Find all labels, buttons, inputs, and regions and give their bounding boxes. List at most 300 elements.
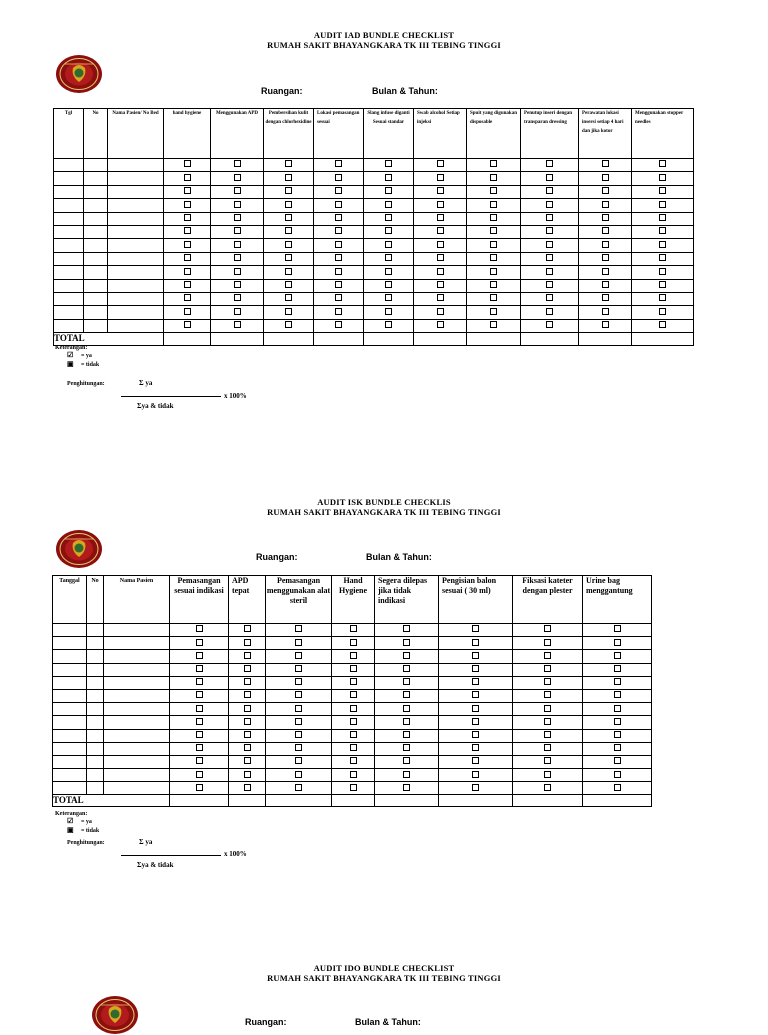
checkbox-cell[interactable] xyxy=(375,624,439,637)
checkbox-icon[interactable] xyxy=(403,705,410,712)
checkbox-icon[interactable] xyxy=(335,254,342,261)
empty-cell[interactable] xyxy=(54,212,84,225)
empty-cell[interactable] xyxy=(54,159,84,172)
checkbox-icon[interactable] xyxy=(602,227,609,234)
checkbox-cell[interactable] xyxy=(211,292,264,305)
checkbox-icon[interactable] xyxy=(437,201,444,208)
checkbox-cell[interactable] xyxy=(513,703,583,716)
checkbox-cell[interactable] xyxy=(314,185,364,198)
checkbox-icon[interactable] xyxy=(184,187,191,194)
checkbox-icon[interactable] xyxy=(602,268,609,275)
empty-cell[interactable] xyxy=(53,663,87,676)
checkbox-icon[interactable] xyxy=(437,214,444,221)
checkbox-icon[interactable] xyxy=(295,718,302,725)
checkbox-icon[interactable] xyxy=(244,652,251,659)
checkbox-cell[interactable] xyxy=(579,212,632,225)
checkbox-icon[interactable] xyxy=(285,268,292,275)
checkbox-icon[interactable] xyxy=(490,321,497,328)
checkbox-cell[interactable] xyxy=(583,755,652,768)
checkbox-icon[interactable] xyxy=(234,201,241,208)
checkbox-icon[interactable] xyxy=(659,201,666,208)
empty-cell[interactable] xyxy=(104,689,170,702)
checkbox-icon[interactable] xyxy=(437,268,444,275)
checkbox-icon[interactable] xyxy=(544,625,551,632)
empty-cell[interactable] xyxy=(87,689,104,702)
checkbox-cell[interactable] xyxy=(632,279,694,292)
checkbox-cell[interactable] xyxy=(583,676,652,689)
empty-cell[interactable] xyxy=(108,159,164,172)
checkbox-cell[interactable] xyxy=(266,689,332,702)
checkbox-icon[interactable] xyxy=(659,187,666,194)
total-cell[interactable] xyxy=(375,795,439,807)
checkbox-icon[interactable] xyxy=(490,174,497,181)
checkbox-cell[interactable] xyxy=(264,319,314,332)
checkbox-icon[interactable] xyxy=(184,214,191,221)
checkbox-icon[interactable] xyxy=(196,691,203,698)
checkbox-icon[interactable] xyxy=(614,639,621,646)
checkbox-icon[interactable] xyxy=(546,321,553,328)
checkbox-cell[interactable] xyxy=(229,769,266,782)
checkbox-cell[interactable] xyxy=(583,703,652,716)
checkbox-icon[interactable] xyxy=(437,241,444,248)
checkbox-icon[interactable] xyxy=(490,294,497,301)
total-cell[interactable] xyxy=(164,333,211,346)
checkbox-icon[interactable] xyxy=(490,241,497,248)
checkbox-icon[interactable] xyxy=(546,160,553,167)
checkbox-icon[interactable] xyxy=(544,705,551,712)
checkbox-icon[interactable] xyxy=(385,294,392,301)
empty-cell[interactable] xyxy=(53,729,87,742)
empty-cell[interactable] xyxy=(104,663,170,676)
checkbox-cell[interactable] xyxy=(266,703,332,716)
checkbox-icon[interactable] xyxy=(335,160,342,167)
checkbox-cell[interactable] xyxy=(264,199,314,212)
checkbox-icon[interactable] xyxy=(295,705,302,712)
checkbox-icon[interactable] xyxy=(472,652,479,659)
checkbox-icon[interactable] xyxy=(184,281,191,288)
checkbox-icon[interactable] xyxy=(335,214,342,221)
checkbox-cell[interactable] xyxy=(332,650,375,663)
empty-cell[interactable] xyxy=(84,159,108,172)
empty-cell[interactable] xyxy=(108,185,164,198)
checkbox-icon[interactable] xyxy=(385,174,392,181)
checkbox-icon[interactable] xyxy=(234,174,241,181)
checkbox-cell[interactable] xyxy=(266,663,332,676)
checkbox-icon[interactable] xyxy=(196,652,203,659)
checkbox-cell[interactable] xyxy=(375,742,439,755)
total-cell[interactable] xyxy=(314,333,364,346)
checkbox-cell[interactable] xyxy=(414,212,467,225)
checkbox-icon[interactable] xyxy=(472,665,479,672)
checkbox-cell[interactable] xyxy=(332,729,375,742)
checkbox-cell[interactable] xyxy=(266,716,332,729)
empty-cell[interactable] xyxy=(104,755,170,768)
checkbox-cell[interactable] xyxy=(229,729,266,742)
empty-cell[interactable] xyxy=(87,716,104,729)
checkbox-icon[interactable] xyxy=(544,639,551,646)
checkbox-cell[interactable] xyxy=(513,769,583,782)
checkbox-cell[interactable] xyxy=(579,252,632,265)
checkbox-cell[interactable] xyxy=(211,172,264,185)
checkbox-icon[interactable] xyxy=(614,718,621,725)
checkbox-cell[interactable] xyxy=(314,266,364,279)
checkbox-icon[interactable] xyxy=(544,652,551,659)
checkbox-cell[interactable] xyxy=(332,624,375,637)
checkbox-icon[interactable] xyxy=(403,652,410,659)
checkbox-icon[interactable] xyxy=(659,294,666,301)
checkbox-cell[interactable] xyxy=(521,266,579,279)
checkbox-icon[interactable] xyxy=(385,227,392,234)
checkbox-icon[interactable] xyxy=(350,691,357,698)
checkbox-icon[interactable] xyxy=(335,187,342,194)
empty-cell[interactable] xyxy=(108,279,164,292)
checkbox-cell[interactable] xyxy=(264,306,314,319)
checkbox-cell[interactable] xyxy=(170,663,229,676)
checkbox-cell[interactable] xyxy=(332,676,375,689)
empty-cell[interactable] xyxy=(84,252,108,265)
checkbox-cell[interactable] xyxy=(211,252,264,265)
checkbox-icon[interactable] xyxy=(285,254,292,261)
checkbox-icon[interactable] xyxy=(614,705,621,712)
empty-cell[interactable] xyxy=(84,225,108,238)
checkbox-icon[interactable] xyxy=(437,254,444,261)
checkbox-cell[interactable] xyxy=(375,689,439,702)
checkbox-cell[interactable] xyxy=(583,637,652,650)
checkbox-icon[interactable] xyxy=(490,268,497,275)
checkbox-cell[interactable] xyxy=(513,689,583,702)
empty-cell[interactable] xyxy=(53,716,87,729)
checkbox-cell[interactable] xyxy=(332,782,375,795)
checkbox-cell[interactable] xyxy=(467,252,521,265)
checkbox-cell[interactable] xyxy=(521,239,579,252)
empty-cell[interactable] xyxy=(54,225,84,238)
checkbox-icon[interactable] xyxy=(335,174,342,181)
checkbox-cell[interactable] xyxy=(375,703,439,716)
checkbox-cell[interactable] xyxy=(579,185,632,198)
empty-cell[interactable] xyxy=(104,703,170,716)
empty-cell[interactable] xyxy=(87,703,104,716)
empty-cell[interactable] xyxy=(108,292,164,305)
checkbox-cell[interactable] xyxy=(164,266,211,279)
checkbox-cell[interactable] xyxy=(211,239,264,252)
checkbox-cell[interactable] xyxy=(439,637,513,650)
checkbox-icon[interactable] xyxy=(295,691,302,698)
checkbox-cell[interactable] xyxy=(332,703,375,716)
checkbox-icon[interactable] xyxy=(234,308,241,315)
empty-cell[interactable] xyxy=(84,292,108,305)
checkbox-icon[interactable] xyxy=(614,744,621,751)
checkbox-icon[interactable] xyxy=(659,281,666,288)
checkbox-cell[interactable] xyxy=(439,729,513,742)
checkbox-cell[interactable] xyxy=(164,185,211,198)
checkbox-cell[interactable] xyxy=(314,306,364,319)
checkbox-cell[interactable] xyxy=(375,663,439,676)
checkbox-icon[interactable] xyxy=(285,187,292,194)
checkbox-cell[interactable] xyxy=(364,279,414,292)
checkbox-cell[interactable] xyxy=(314,225,364,238)
checkbox-cell[interactable] xyxy=(164,225,211,238)
empty-cell[interactable] xyxy=(87,782,104,795)
checkbox-cell[interactable] xyxy=(521,225,579,238)
checkbox-cell[interactable] xyxy=(229,782,266,795)
checkbox-cell[interactable] xyxy=(164,292,211,305)
checkbox-cell[interactable] xyxy=(521,212,579,225)
checkbox-cell[interactable] xyxy=(467,199,521,212)
checkbox-cell[interactable] xyxy=(521,172,579,185)
checkbox-icon[interactable] xyxy=(490,214,497,221)
checkbox-cell[interactable] xyxy=(632,159,694,172)
empty-cell[interactable] xyxy=(84,185,108,198)
checkbox-cell[interactable] xyxy=(414,319,467,332)
checkbox-icon[interactable] xyxy=(659,268,666,275)
checkbox-cell[interactable] xyxy=(266,742,332,755)
empty-cell[interactable] xyxy=(53,637,87,650)
checkbox-cell[interactable] xyxy=(164,159,211,172)
checkbox-icon[interactable] xyxy=(350,784,357,791)
checkbox-icon[interactable] xyxy=(295,757,302,764)
empty-cell[interactable] xyxy=(108,252,164,265)
checkbox-icon[interactable] xyxy=(234,281,241,288)
empty-cell[interactable] xyxy=(87,676,104,689)
checkbox-icon[interactable] xyxy=(437,308,444,315)
checkbox-icon[interactable] xyxy=(385,308,392,315)
checkbox-cell[interactable] xyxy=(521,319,579,332)
checkbox-icon[interactable] xyxy=(544,718,551,725)
checkbox-icon[interactable] xyxy=(350,665,357,672)
checkbox-cell[interactable] xyxy=(583,689,652,702)
checkbox-cell[interactable] xyxy=(170,676,229,689)
checkbox-cell[interactable] xyxy=(364,225,414,238)
checkbox-icon[interactable] xyxy=(184,294,191,301)
empty-cell[interactable] xyxy=(54,266,84,279)
empty-cell[interactable] xyxy=(108,172,164,185)
checkbox-cell[interactable] xyxy=(170,650,229,663)
total-cell[interactable] xyxy=(332,795,375,807)
checkbox-cell[interactable] xyxy=(211,266,264,279)
checkbox-icon[interactable] xyxy=(602,174,609,181)
checkbox-icon[interactable] xyxy=(472,639,479,646)
checkbox-icon[interactable] xyxy=(490,201,497,208)
checkbox-icon[interactable] xyxy=(335,201,342,208)
checkbox-cell[interactable] xyxy=(170,782,229,795)
checkbox-icon[interactable] xyxy=(472,705,479,712)
checkbox-cell[interactable] xyxy=(513,663,583,676)
checkbox-cell[interactable] xyxy=(264,266,314,279)
checkbox-cell[interactable] xyxy=(579,239,632,252)
checkbox-cell[interactable] xyxy=(632,319,694,332)
checkbox-icon[interactable] xyxy=(437,174,444,181)
checkbox-cell[interactable] xyxy=(375,782,439,795)
checkbox-cell[interactable] xyxy=(513,650,583,663)
total-cell[interactable] xyxy=(632,333,694,346)
empty-cell[interactable] xyxy=(84,319,108,332)
checkbox-cell[interactable] xyxy=(439,624,513,637)
checkbox-icon[interactable] xyxy=(285,214,292,221)
checkbox-cell[interactable] xyxy=(264,279,314,292)
checkbox-icon[interactable] xyxy=(244,678,251,685)
empty-cell[interactable] xyxy=(54,279,84,292)
total-cell[interactable] xyxy=(266,795,332,807)
checkbox-icon[interactable] xyxy=(295,652,302,659)
checkbox-icon[interactable] xyxy=(196,784,203,791)
checkbox-cell[interactable] xyxy=(521,199,579,212)
checkbox-cell[interactable] xyxy=(332,689,375,702)
empty-cell[interactable] xyxy=(53,769,87,782)
empty-cell[interactable] xyxy=(54,319,84,332)
checkbox-icon[interactable] xyxy=(335,227,342,234)
total-cell[interactable] xyxy=(364,333,414,346)
checkbox-icon[interactable] xyxy=(285,294,292,301)
checkbox-cell[interactable] xyxy=(229,676,266,689)
checkbox-cell[interactable] xyxy=(439,742,513,755)
checkbox-icon[interactable] xyxy=(385,201,392,208)
checkbox-cell[interactable] xyxy=(229,650,266,663)
checkbox-icon[interactable] xyxy=(234,160,241,167)
checkbox-icon[interactable] xyxy=(385,254,392,261)
checkbox-icon[interactable] xyxy=(437,187,444,194)
checkbox-cell[interactable] xyxy=(439,650,513,663)
empty-cell[interactable] xyxy=(87,742,104,755)
checkbox-icon[interactable] xyxy=(335,294,342,301)
empty-cell[interactable] xyxy=(87,729,104,742)
checkbox-icon[interactable] xyxy=(335,281,342,288)
empty-cell[interactable] xyxy=(87,755,104,768)
checkbox-icon[interactable] xyxy=(490,281,497,288)
checkbox-cell[interactable] xyxy=(579,199,632,212)
checkbox-icon[interactable] xyxy=(472,625,479,632)
checkbox-icon[interactable] xyxy=(659,174,666,181)
checkbox-cell[interactable] xyxy=(211,185,264,198)
checkbox-cell[interactable] xyxy=(414,306,467,319)
checkbox-cell[interactable] xyxy=(332,637,375,650)
checkbox-cell[interactable] xyxy=(164,319,211,332)
checkbox-icon[interactable] xyxy=(385,241,392,248)
checkbox-cell[interactable] xyxy=(211,279,264,292)
checkbox-cell[interactable] xyxy=(314,212,364,225)
checkbox-icon[interactable] xyxy=(544,744,551,751)
checkbox-icon[interactable] xyxy=(544,691,551,698)
checkbox-cell[interactable] xyxy=(164,212,211,225)
checkbox-cell[interactable] xyxy=(414,266,467,279)
checkbox-cell[interactable] xyxy=(170,729,229,742)
checkbox-cell[interactable] xyxy=(211,319,264,332)
checkbox-cell[interactable] xyxy=(583,769,652,782)
checkbox-cell[interactable] xyxy=(266,624,332,637)
checkbox-cell[interactable] xyxy=(364,172,414,185)
checkbox-icon[interactable] xyxy=(544,757,551,764)
checkbox-icon[interactable] xyxy=(472,744,479,751)
checkbox-cell[interactable] xyxy=(467,159,521,172)
checkbox-icon[interactable] xyxy=(184,201,191,208)
checkbox-cell[interactable] xyxy=(314,292,364,305)
checkbox-cell[interactable] xyxy=(314,172,364,185)
checkbox-icon[interactable] xyxy=(285,308,292,315)
checkbox-cell[interactable] xyxy=(314,319,364,332)
checkbox-cell[interactable] xyxy=(521,159,579,172)
total-cell[interactable] xyxy=(513,795,583,807)
checkbox-icon[interactable] xyxy=(546,281,553,288)
checkbox-icon[interactable] xyxy=(546,294,553,301)
checkbox-icon[interactable] xyxy=(659,321,666,328)
checkbox-icon[interactable] xyxy=(546,268,553,275)
checkbox-cell[interactable] xyxy=(332,769,375,782)
empty-cell[interactable] xyxy=(104,637,170,650)
checkbox-cell[interactable] xyxy=(332,755,375,768)
checkbox-cell[interactable] xyxy=(414,292,467,305)
checkbox-icon[interactable] xyxy=(234,294,241,301)
checkbox-icon[interactable] xyxy=(403,718,410,725)
checkbox-cell[interactable] xyxy=(170,703,229,716)
checkbox-cell[interactable] xyxy=(266,782,332,795)
total-cell[interactable] xyxy=(579,333,632,346)
checkbox-icon[interactable] xyxy=(546,241,553,248)
checkbox-cell[interactable] xyxy=(229,663,266,676)
checkbox-cell[interactable] xyxy=(364,199,414,212)
checkbox-cell[interactable] xyxy=(513,716,583,729)
checkbox-cell[interactable] xyxy=(164,199,211,212)
checkbox-icon[interactable] xyxy=(614,652,621,659)
checkbox-cell[interactable] xyxy=(414,199,467,212)
empty-cell[interactable] xyxy=(104,624,170,637)
checkbox-cell[interactable] xyxy=(314,159,364,172)
checkbox-icon[interactable] xyxy=(244,705,251,712)
checkbox-cell[interactable] xyxy=(164,306,211,319)
checkbox-icon[interactable] xyxy=(285,241,292,248)
empty-cell[interactable] xyxy=(104,676,170,689)
checkbox-icon[interactable] xyxy=(614,757,621,764)
checkbox-icon[interactable] xyxy=(472,718,479,725)
checkbox-icon[interactable] xyxy=(196,678,203,685)
checkbox-icon[interactable] xyxy=(385,160,392,167)
checkbox-icon[interactable] xyxy=(403,731,410,738)
checkbox-icon[interactable] xyxy=(546,201,553,208)
checkbox-icon[interactable] xyxy=(602,308,609,315)
checkbox-cell[interactable] xyxy=(332,716,375,729)
checkbox-icon[interactable] xyxy=(437,281,444,288)
checkbox-icon[interactable] xyxy=(335,241,342,248)
checkbox-icon[interactable] xyxy=(350,771,357,778)
checkbox-icon[interactable] xyxy=(602,321,609,328)
empty-cell[interactable] xyxy=(104,729,170,742)
empty-cell[interactable] xyxy=(108,239,164,252)
checkbox-icon[interactable] xyxy=(403,625,410,632)
checkbox-icon[interactable] xyxy=(437,294,444,301)
checkbox-icon[interactable] xyxy=(350,705,357,712)
checkbox-cell[interactable] xyxy=(375,716,439,729)
checkbox-cell[interactable] xyxy=(364,319,414,332)
checkbox-icon[interactable] xyxy=(614,691,621,698)
checkbox-icon[interactable] xyxy=(295,771,302,778)
checkbox-icon[interactable] xyxy=(490,308,497,315)
empty-cell[interactable] xyxy=(53,755,87,768)
checkbox-cell[interactable] xyxy=(164,279,211,292)
checkbox-icon[interactable] xyxy=(659,214,666,221)
empty-cell[interactable] xyxy=(53,624,87,637)
checkbox-cell[interactable] xyxy=(467,292,521,305)
checkbox-icon[interactable] xyxy=(546,227,553,234)
checkbox-icon[interactable] xyxy=(614,784,621,791)
checkbox-icon[interactable] xyxy=(602,187,609,194)
checkbox-icon[interactable] xyxy=(335,321,342,328)
checkbox-cell[interactable] xyxy=(632,185,694,198)
checkbox-icon[interactable] xyxy=(403,744,410,751)
checkbox-cell[interactable] xyxy=(229,637,266,650)
checkbox-cell[interactable] xyxy=(521,306,579,319)
checkbox-icon[interactable] xyxy=(234,321,241,328)
checkbox-cell[interactable] xyxy=(632,199,694,212)
checkbox-cell[interactable] xyxy=(264,212,314,225)
checkbox-cell[interactable] xyxy=(439,676,513,689)
